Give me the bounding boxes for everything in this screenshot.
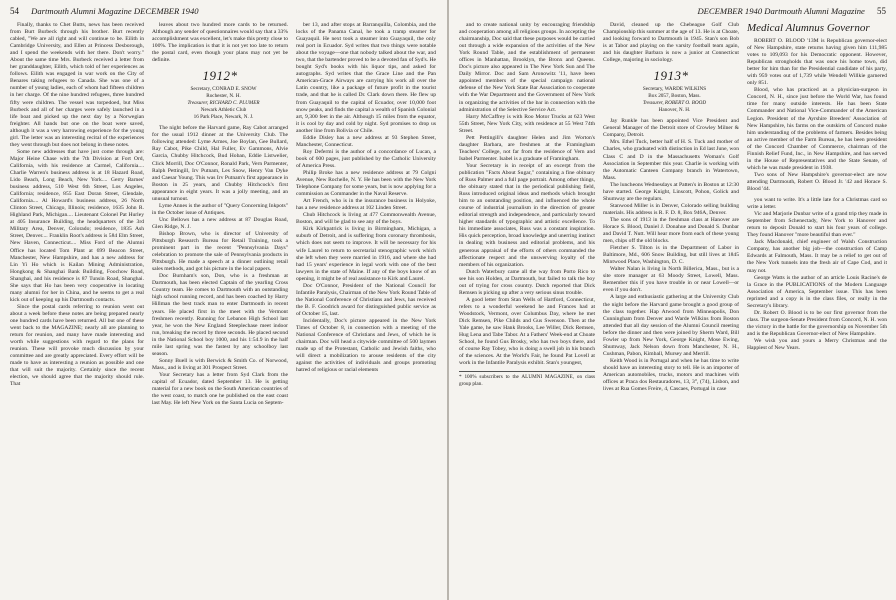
paragraph: Walter Nalan is living in North Billerica, Mass., but is a site store manager at 63 Moody Street, Lowell, Mass. Remember this if you have trouble in or near Lowell—or even if you don't. (603, 266, 739, 294)
left-page (0, 0, 447, 600)
class-1913-secretary-address: Box 2057, Boston, Mass. (648, 93, 701, 100)
paragraph: ber 13, and after stops at Barranquilla, Colombia, and the locks of the Panama Canal, he took a tramp steamer for Guayaquil. He next took a steamer into Guayaquil, the only real port in Ecuador. Syd writes that two things were notable about the voyage—one that nobody talked about the war, and two, that the bartender proved to be a devoted fan of Syd's. He bought Syd's books with his liquor tips, and asked for autographs. Syd writes that the Grace Line and the Pan American-Grace Airways are carrying his work all over the Latin country, like a package of future profit in the tourist trade, and that he is called Dr. Clark down there. He flew up from Guayaquil to the capital of Ecuador, over 10,000 foot snow peaks, and finds the capital a wealth of Spanish Colonial art, 9,300 feet in the air. Although 15 miles from the equator, it is cool by day and cold by night. Syd promises to drop us another line from Bolivia or Chile. (296, 22, 436, 134)
right-page-number: 55 (877, 6, 886, 16)
paragraph: Lyme Annes is the author of "Query Concerning Inkpots" in the October issue of Antiques. (152, 202, 288, 216)
class-1912-treasurer-address-2: 16 Park Place, Newark, N. J. (193, 114, 254, 121)
right-column-3 (747, 22, 887, 596)
paragraph: Dutch Waterbury came all the way from Porto Rico to see his son Holden, at Dartmouth, but failed to talk the boy out of trying for cross country. Dutch reported that Dick Remsen is picking up after a very serious sinus trouble. (459, 268, 595, 296)
paragraph: Some new addresses that have just come through are: Major Heine Chase with the 7th Division at Fort Ord, California, with his residence at Carmel, California.... Charlie Warren's business address is at 18 Hazard Road, Lido Beach, Long Beach, New York.... Gerry Barnes' business address, 510 West 6th Street, Los Angeles, California; residence, 855 East Doran Street, Glendale, California.... Al Howard's business address, 26 North Clinton Street, Chicago, Illinois; residence, 1635 John R. Highland Park, Michigan.... Lieutenant Colonel Pat Hurley at 405 Insurance Building, the headquarters of the 3rd Military Area, Denver, Colorado; residence, 1835 Ash Street, Denver.... Franklin Root's address is 584 Elm Street, New Haven, Connecticut.... Miss Ford of the Alumni Office has located Tom Plant at 699 Beacon Street, Manchester, New Hampshire, and has a new address for Lin Yi Ho which is Kailan Mining Administration, Hongkong & Shanghai Bank Building, Foochow Road, Shanghai, and his residence is 87 Tunsin Road, Shanghai. She says that Ho has been very cooperative in locating many alumni for her in China, and he seems to get a real kick out of keeping up his Dartmouth contacts. (10, 148, 144, 303)
sidebar-title: Medical Alumnus Governor (747, 22, 870, 34)
paragraph: George Watts is the author of an article Louis Racine's de la Grace in the PUBLICATIONS of the Modern Language Association of America, September issue. This has been reprinted and a copy is in the class files, or really in the Secretary's library. (747, 274, 887, 309)
paragraph: David, cleaned up the Chebeague Golf Club Championship this summer at the age of 13. He is at Choate, and looking forward to Dartmouth in 1945. Stan's son Bob is at Tabor and playing on the varsity football team again, and his daughter Barbara is now a junior at Connecticut College, majoring in sociology. (603, 22, 739, 64)
paragraph: Pett Pettingill's daughter Helen and Jim Worton's daughter Barbara, are freshmen at the Framingham Teachers' College, not far from the residence of Vern and Isabel Parmenter. Isabel is a graduate of Framingham. (459, 134, 595, 162)
paragraph: Harry McCaffrey is with Roo Motor Trucks at 623 West 55th Street, New York City, with residence at 55 West 74th Street. (459, 113, 595, 134)
paragraph: Chub Hitchcock is living at 477 Commonwealth Avenue, Boston, and will be glad to see any of the boys. (296, 212, 436, 226)
paragraph: Philip Broke has a new residence address at 79 Colgni Avenue, New Rochelle, N. Y. He has been with the New York Telephone Company for some years, but is now applying for a commission as Commander in the Naval Reserve. (296, 169, 436, 198)
paragraph: ROBERT O. BLOOD '13M is Republican governor-elect of New Hampshire, state returns having given him 111,985 votes to 109,093 for his Democratic opponent. However, Republican strongholds that was once his home town, did better for him than for the Presidential candidate of his party, with 959 votes out of 1,739 while Wendell Willkie garnered only 851. (747, 38, 887, 87)
paragraph: Vic and Marjorie Dunbar write of a grand trip they made in September from Schenectady, New York to Hanover and return to deposit Donald to start his four years of college. They found Hanover "more beautiful than ever." (747, 211, 887, 239)
left-page-number: 54 (10, 6, 19, 16)
paragraph: Kirk Kirkpatrick is living in Birmingham, Michigan, a suburb of Detroit, and is suffering from coronary thrombosis, which does not seem to improve. It will be necessary for his wife Laurel to return to secretarial stenographic work which she left when they were married in 1916, and where she had had 15 years' experience in legal work with one of the best lawyers in the state of Maine. If any of the boys know of an opening, it might be of real assistance to Kirk and Laurel. (296, 226, 436, 282)
class-1912-secretary: Secretary, CONRAD E. SNOW (190, 86, 257, 93)
paragraph: Eddie Disley has a new address at 93 Stephen Street, Manchester, Connecticut. (296, 134, 436, 148)
paragraph: leaves about two hundred more cards to be returned. Although any sender of questionnaires would say that a 33% accomplishment was excellent, let's make this pretty close to 100%. The implication is that it is not yet too late to return the postal card, even though your plans may not yet be definite. (152, 22, 288, 64)
right-running-head (459, 6, 886, 18)
paragraph: A good letter from Stan Wells of Hartford, Connecticut, refers to a wonderful weekend he and Frances had at Woodstock, Vermont, over Columbus Day, where he met Dick Remsen, Pike Childs and Gus Swenson. Then at the Yale game, he saw Hank Brooks, Lee Willer, Dick Remsen, Hug Lena and Tabe Tabor. At a Fathers' Week-end at Choate School, he found Gus Brosky, who has two boys there, and of course Ray Tobey, who is doing a swell job in his branch of the sciences. At the World's Fair, he found Pat Lovell at work in the Infantile Paralysis exhibit. Stan's youngest, (459, 296, 595, 367)
paragraph: Doc Burnham's son, Don, who is a freshman at Dartmouth, has been elected Captain of the yearling Cross Country team. He comes to Dartmouth with an outstanding high school running record, and has been coached by Harry Hillman the best track man to enter Dartmouth in recent years. He placed first in the meet with the Vermont freshmen recently. Running for Lebanon High School last year, he won the New England Steeplechase meet indoor run, breaking the record by three seconds. He placed second in the National School boy 1000, and his 1:54.9 in the half mile last spring was the fastest by any schoolboy last season. (152, 273, 288, 357)
paragraph: you want to write. It's a little late for a Christmas card so write a letter. (747, 197, 887, 211)
paragraph: Mrs. Ethel Tuck, better half of H. S. Tuck and mother of Charles, who graduated with distinction in Ed last June, won Class C and D in the Massachusetts Woman's Golf Association in September this year. Charlie is working with the Automatic Canteen Company branch in Watertown, Mass. (603, 139, 739, 181)
class-1913-treasurer-address: Hanover, N. H. (658, 107, 691, 114)
paragraph: Sonny Buell is with Berwick & Smith Co. of Norwood, Mass., and is living at 301 Prospect Street. (152, 357, 288, 371)
right-column-1 (459, 22, 595, 596)
right-page (449, 0, 896, 600)
paragraph: The luncheons Wednesdays at Patten's in Boston at 12:30 have started. George Knight, Linscott, Pohon, Golick and Shumway are the regulars. (603, 181, 739, 202)
paragraph: Blood, who has practiced as a physician-surgeon in Concord, N. H., since just before the World War, has found time for many outside interests. He has been State Commander and National Vice-Commander of the American Legion. President of the Ayrshire Breeders' Association of New Hampshire, his farms on the outskirts of Concord make him understanding of the problems of farmers. Besides being an active member of the Farm Bureau, he has been president of the Concord Chamber of Commerce, chairman of the Finnish Relief Fund, Inc., in New Hampshire, and has served in the House of Representatives and the State Senate, of which he was made president in 1938. (747, 87, 887, 171)
paragraph: Incidentally, Doc's picture appeared in the New York Times of October 8, in connection with a meeting of the National Conference of Christians and Jews, of which he is chairman. Doc will head a citywide committee of 500 laymen made up of the Protestant, Catholic and Jewish faiths, who will direct a mobilization to arouse residents of the city against the activities of individuals and groups promoting hatred of religious or racial elements (296, 317, 436, 374)
paragraph: Jack Macdonald, chief engineer of Walsh Construction Company, has another big job—the construction of Camp Edwards at Falmouth, Mass. It may be a relief to get out of the New York tunnels into the fresh air of Cape Cod, and it may not. (747, 239, 887, 274)
paragraph: Stanwood Miller is in Denver, Colorado selling building materials. His address is R. F. D. 8, Box 946A, Denver. (603, 202, 739, 216)
paragraph: Doc O'Connor, President of the National Council for Infantile Paralysis, Chairman of the New York Round Table of the National Conference of Christians and Jews, has received the B. F. Goodrich award for distinguished public service as of October 15, last. (296, 282, 436, 317)
paragraph: Finally, thanks to Chet Butts, news has been received from Burt Burbeck through his brother. Burt recently cabled, "We are all right and will continue to be. Eilith in Cambridge University, and Ellen at Princess Desborough, and I spend the weekends with her there. Don't worry." About the same time Mrs. Burbeck received a letter from her granddaughter, Eilith, which told of her experiences as follows. Eilith was engaged in war work on the City of Benares taking refugees to Canada. She was one of a number of young ladies, each of whom had fifteen children in her charge. Of the nine hundred refugees, three hundred fifty were children. The vessel was torpedoed, but Miss Burbeck and all of her charges were safely launched in a life boat and picked up the next day by a Norwegian freighter. All hands but one on the boat were saved, although it was a very harrowing experience for the young girl. The letter was an interesting recital of the experiences they went through but does not belong in these notes. (10, 22, 144, 148)
paragraph: Keith Wood is in Portugal and when he has time to write should have an interesting story to tell. He is an importer of American automobiles, trucks, motors and machines with offices at Praca dos Restauradores, 13, 3°, (74), Lisbon, and lives at Rua Gomes Freire, 4, Cascaes, Portugal in case (603, 357, 739, 393)
paragraph: Unc Bellows has a new address at 87 Douglas Road, Glen Ridge, N. J. (152, 216, 288, 230)
paragraph: We wish you and yours a Merry Christmas and the Happiest of New Years. (747, 337, 887, 352)
paragraph: Dr. Robert O. Blood is to be our first governor from the class. The surgeon-Senate President from Concord, N. H. won the victory in the battle for the governorship on November 5th and is the Republican Governor-elect of New Hampshire. (747, 309, 887, 337)
paragraph: Art French, who is in the insurance business in Holyoke, has a new residence address at 102 Linden Street. (296, 198, 436, 212)
paragraph: Roy Defermi is the author of a concordance of Lucan, a book of 600 pages, just published by the Catholic University of America Press. (296, 148, 436, 169)
right-column-2 (603, 22, 739, 596)
class-1913-treasurer: Treasurer, ROBERT O. BOOD (642, 100, 707, 107)
paragraph: Bishop Brown, who is director of University of Pittsburgh Research Bureau for Retail Training, took a prominent part in the recent "Pennsylvania Days" celebration to promote the sale of Pennsylvania products in Pittsburgh. He made a speech at a dinner outlining retail sales methods, and got his picture in the local papers. (152, 230, 288, 273)
paragraph: The sons of 1913 in the freshman class at Hanover are Horace S. Blood, Daniel J. Donahue and Donald S. Dunbar and David T. Nutt. Will hear more from each of these young men, chips off the old blocks. (603, 216, 739, 245)
paragraph: Two sons of New Hampshire's governor-elect are now attending Dartmouth, Robert O. Blood Jr. '42 and Horace S. Blood '44. (747, 171, 887, 192)
footnote: * 100% subscribers to the ALUMNI MAGAZINE, on class group plan. (459, 371, 595, 387)
left-column-3 (296, 22, 436, 596)
paragraph: and to create national unity by encouraging friendship and cooperation among all religious groups. In accepting the chairmanship, Doc said that these purposes would be carried out through a wide expansion of the activities of the New York Round Table, and the establishment of permanent offices in Manhattan, Brooklyn, the Bronx and Queens. Doc's picture also appeared in The New York Sun and The Daily Mirror. Doc and Sam Aronowitz '11, have been appointed members of the special campaign national defense of the New York State Bar Association to cooperate with the War Department and the Government of New York in organizing the activities of the bar in connection with the administration of the Selective Service Act. (459, 22, 595, 113)
paragraph: A large and enthusiastic gathering at the University Club the night before the Harvard game brought a good group of the class together. Hap Atwood from Minneapolis, Don Cunningham from Denver and Warde Wilkins from Boston attended that all day session of the Alumni Council meeting before the dinner and then were joined by Sherm Ward, Bill Fowler up from New York, George Knight, Mose Ewing, Shumway, Jack Nelson down from Manchester, N. H., Cushman, Pabon, Kimball, Mursey and Merrill. (603, 294, 739, 357)
left-running-head (10, 6, 437, 18)
paragraph: Your Secretary is in receipt of an excerpt from the publication "Facts About Sugar," containing a fine obituary of Russ Palmer and a full page portrait. Among other things, the obituary stated that in the periodical publishing field, Russ introduced original ideas and methods which brought him to an outstanding position, and influenced the whole course of industrial journalism in the direction of greater editorial strength and independence, and particularly toward higher standards of typographic and artistic excellence. To his immediate associates, Russ was a constant inspiration. His quick perception, broad knowledge and unerring instinct in dealing with business and editorial problems, and his generous appraisal of the efforts of others commanded the affectionate respect and the unswerving loyalty of the members of his organization. (459, 162, 595, 268)
class-1912-treasurer: Treasurer, RICHARD C. PLUMER (187, 100, 260, 107)
left-column-1 (10, 22, 144, 596)
class-1912-secretary-address: Rochester, N. H. (206, 93, 241, 100)
paragraph: Jay Runkle has been appointed Vice President and General Manager of the Detroit store of Crowley Milner & Company, Detroit. (603, 118, 739, 139)
paragraph: Your Secretary has a letter from Syd Clark from the capital of Ecuador, dated September 13. He is getting material for a new book on the South American countries of the west coast, to match one he published on the east coast last May. He left New York on the Santa Lucia on Septem- (152, 371, 288, 407)
class-1913-secretary: Secretary, WARDE WILKINS (642, 86, 707, 93)
right-running-title: DECEMBER 1940 Dartmouth Alumni Magazine (697, 6, 865, 16)
paragraph: Fletcher S. Tilton is in the Department of Labor in Baltimore, Md., 606 Snow Building, but still lives at 1845 Mintwood Place, Washington, D. C. (603, 245, 739, 266)
class-1912-treasurer-address-1: Newark Athletic Club (200, 107, 247, 114)
left-running-title: Dartmouth Alumni Magazine DECEMBER 1940 (31, 6, 199, 16)
class-1913-heading: 1913* (653, 68, 689, 84)
class-1912-heading: 1912* (202, 68, 238, 84)
left-column-2 (152, 22, 288, 596)
paragraph: The night before the Harvard game, Ray Cabot arranged for the usual 1912 dinner at the University Club. The following attended: Lyme Armes, Joe Boylan, Gee Bullard, Ray Cabot, Pike Child, Hal Fuller, Ev Gammons, Alvie Garcia, Chubby Hitchcock, Bud Hoban, Eddie Listwelier, Click Morrill, Doc O'Connor, Ronald Park, Vern Parmenter, Ralph Pettingill, Irv Putnam, Les Snow, Henry Van Dyke and Caesar Young. This was Irv Putnam's first appearance in Boston in 25 years, and Chubby Hitchcock's first appearance in eight years. It was a jolly meeting, and an unusual turnout. (152, 125, 288, 202)
paragraph: Since the postal cards referring to reunion went out about a week before these notes are being prepared nearly one hundred cards have been returned. All but one of these went back to the MAGAZINE; nearly all are planning to return for reunion, and many have made interesting and worth while suggestions with regard to the plans for reunion. These will provoke much discussion by your committee and are greatly appreciated. Every effort will be made to have as interesting a reunion as possible and one that will suit the majority. Certainly since the recent election, we should agree that the majority should rule. That (10, 303, 144, 388)
